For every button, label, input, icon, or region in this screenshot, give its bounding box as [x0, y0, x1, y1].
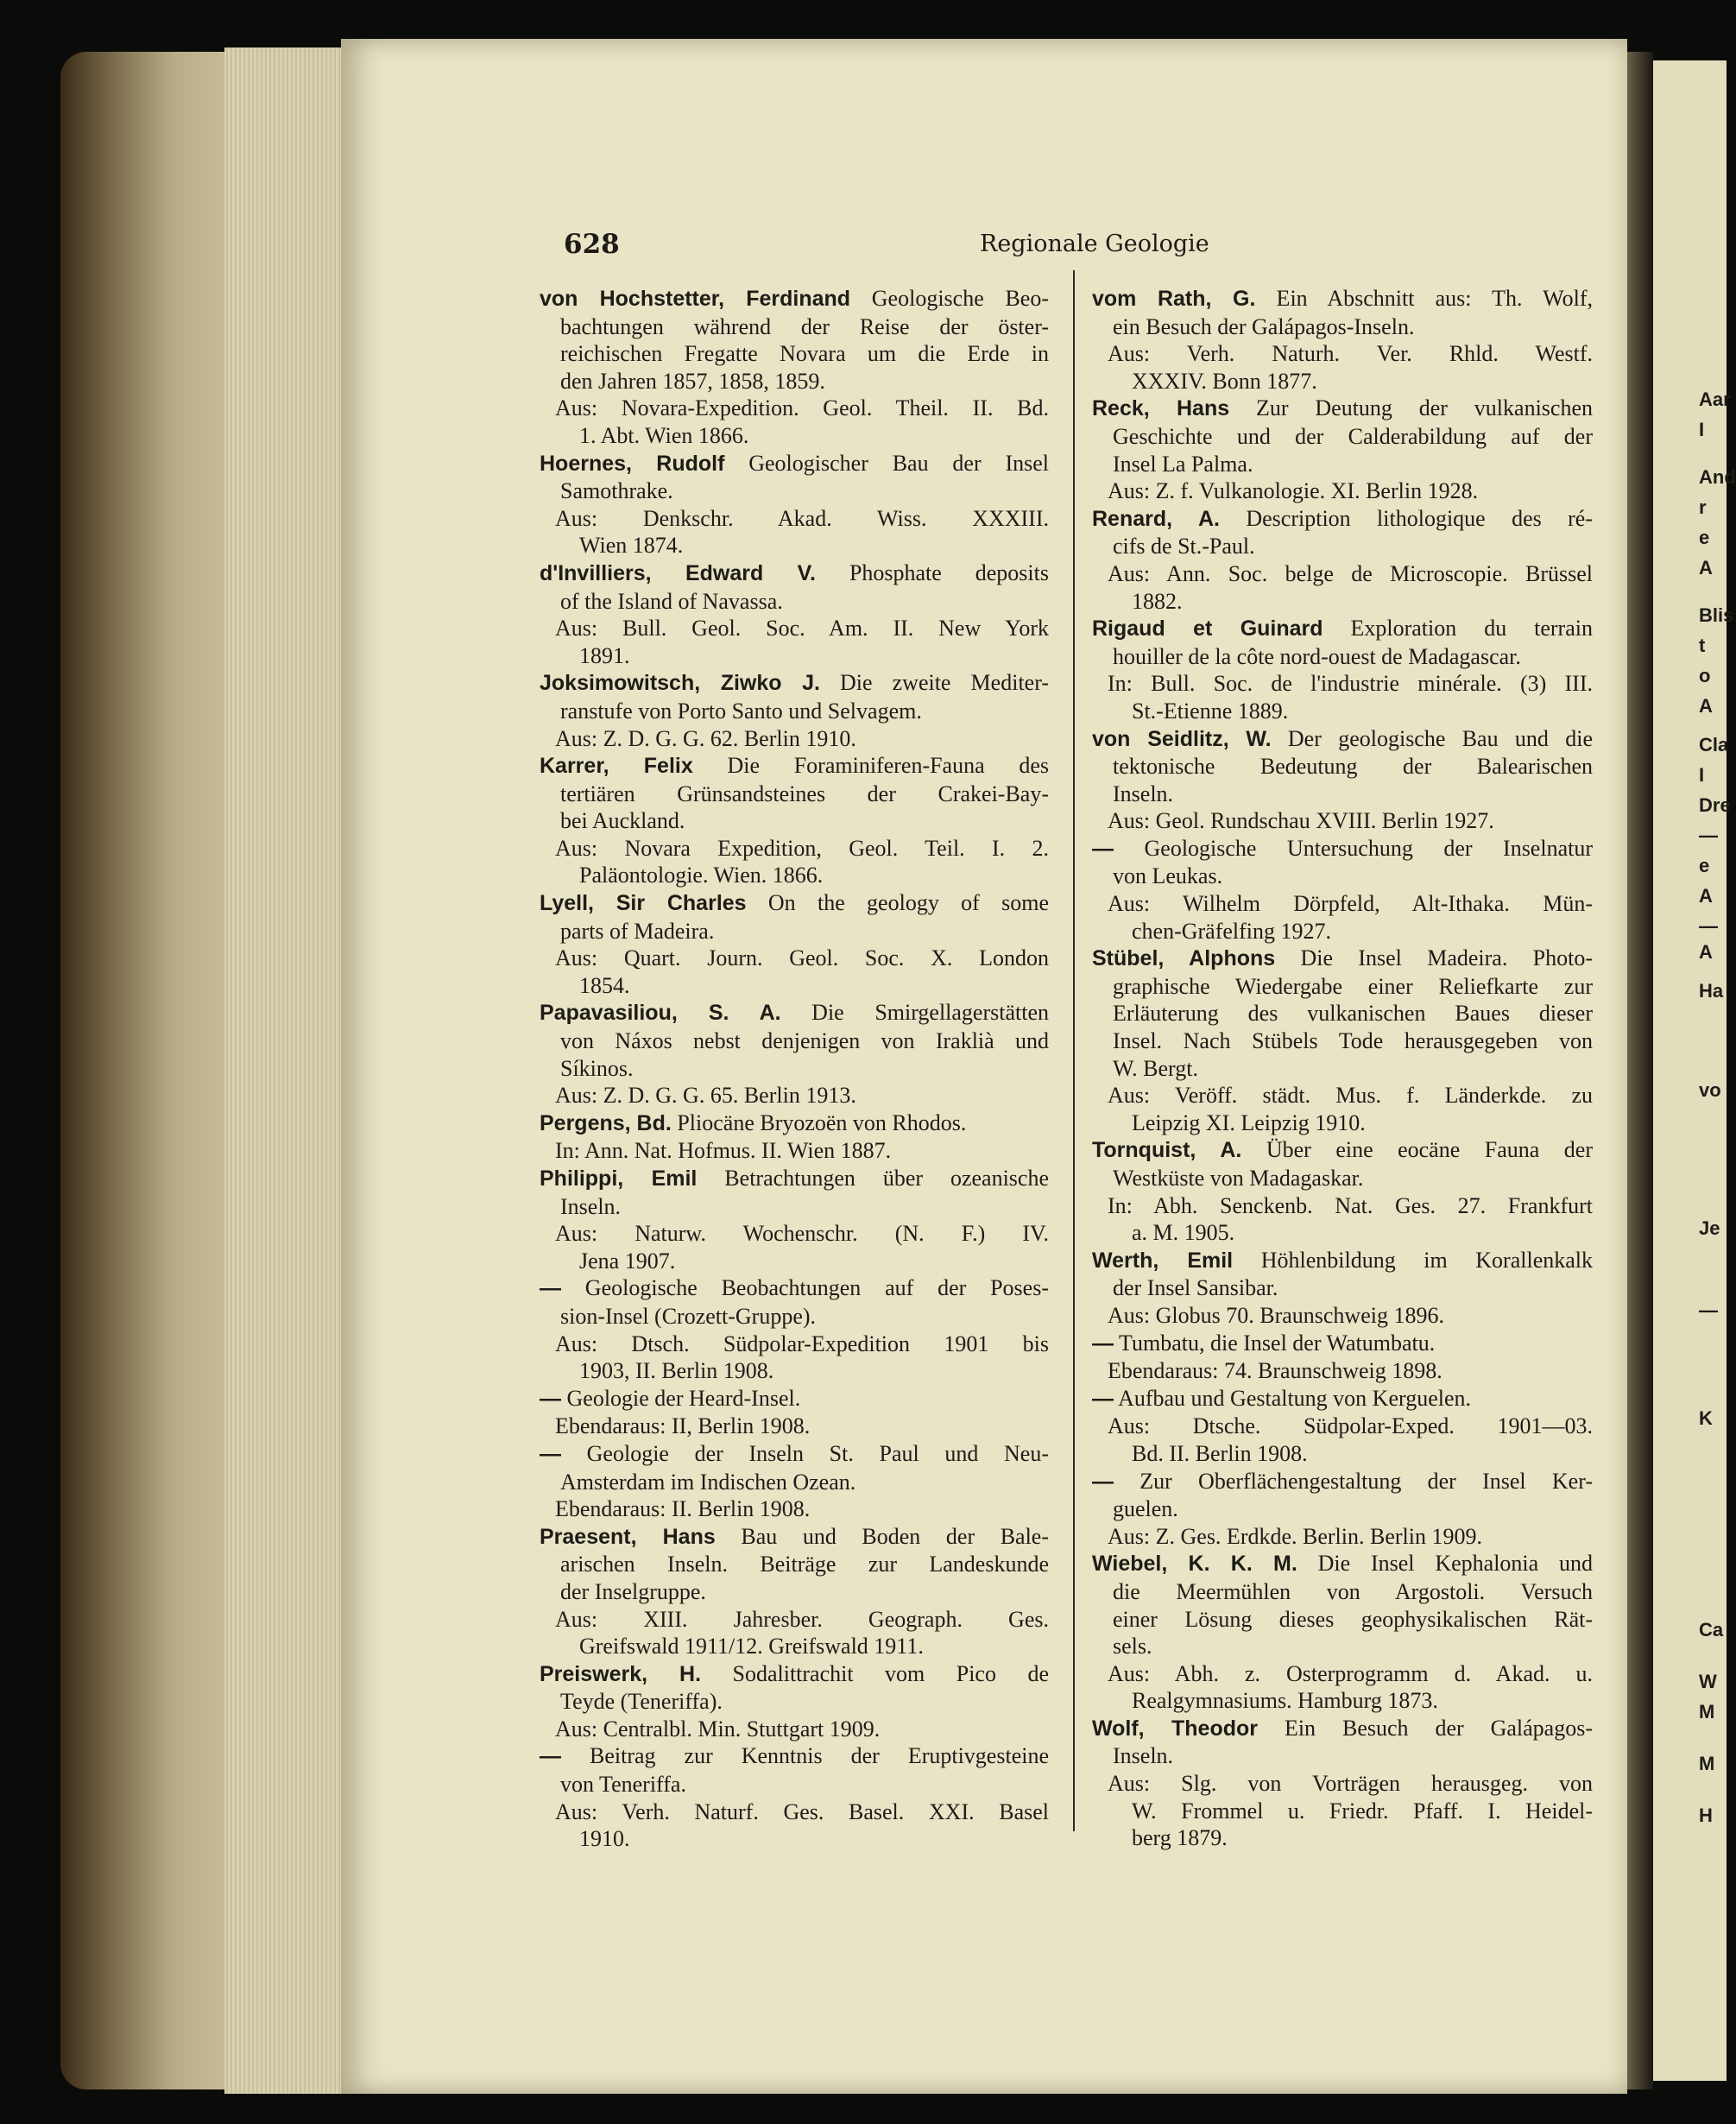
next-page-text-fragment: H [1699, 1805, 1713, 1826]
entry-line [1092, 1468, 1593, 1496]
entry-line: Teyde (Teneriffa). [560, 1689, 723, 1715]
entry-line: Aus: Dtsch. Südpolar-Expedition 1901 bis [555, 1331, 1049, 1356]
bibliography-entry [540, 1440, 1049, 1523]
entry-line: In: Bull. Soc. de l'industrie minérale. (3) III. [1108, 671, 1593, 697]
entry-line: houiller de la côte nord-ouest de Madagascar. [1113, 643, 1521, 669]
entry-author: d'Invilliers, Edward V. [540, 560, 816, 585]
entry-line: W. Frommel u. Friedr. Pfaff. I. Heidel- [1132, 1798, 1593, 1824]
bibliography-entry [1092, 1715, 1593, 1852]
bibliography-entry [540, 285, 1049, 450]
entry-line: 1891. [579, 642, 630, 668]
entry-line: Aus: Wilhelm Dörpfeld, Alt-Ithaka. Mün- [1108, 891, 1593, 917]
entry-line: von Teneriffa. [560, 1772, 686, 1798]
next-page-text-fragment: W [1699, 1671, 1717, 1692]
entry-title-start: Exploration du terrain [1323, 616, 1593, 642]
entry-author: Stübel, Alphons [1092, 946, 1276, 971]
entry-author: — [1092, 1469, 1114, 1494]
bibliography-entry [1092, 1550, 1593, 1715]
bibliography-entry [1092, 285, 1593, 395]
entry-line [1092, 1330, 1593, 1358]
entry-line: 1854. [579, 972, 630, 998]
next-page-text-fragment: t [1699, 635, 1706, 656]
entry-title-start: Tumbatu, die Insel der Watumbatu. [1114, 1330, 1436, 1356]
entry-line: Erläuterung des vulkanischen Baues dieser [1113, 1001, 1593, 1027]
page-header [341, 229, 1627, 263]
entry-line [540, 1523, 1049, 1552]
page-edges [224, 47, 345, 2094]
next-page-fragment [1653, 60, 1727, 2081]
entry-author: — [540, 1276, 561, 1301]
entry-author: Renard, A. [1092, 506, 1220, 531]
entry-author: — [1092, 1386, 1114, 1411]
entry-line: Aus: Denkschr. Akad. Wiss. XXXIII. [555, 505, 1049, 531]
entry-line [540, 889, 1049, 918]
entry-line: der Inselgruppe. [560, 1578, 706, 1604]
bibliography-entry [1092, 1468, 1593, 1551]
entry-line [540, 669, 1049, 698]
entry-line: Jena 1907. [579, 1248, 676, 1274]
entry-title-start: Sodalittrachit vom Pico de [701, 1660, 1049, 1686]
bibliography-entry [540, 559, 1049, 669]
entry-line: of the Island of Navassa. [560, 588, 783, 614]
entry-line: XXXIV. Bonn 1877. [1132, 368, 1317, 394]
entry-title-start: Zur Deutung der vulkanischen [1229, 395, 1593, 421]
next-page-text-fragment: Je [1699, 1217, 1720, 1239]
entry-author: Joksimowitsch, Ziwko J. [540, 671, 820, 696]
bibliography-entry [540, 669, 1049, 752]
entry-author: Karrer, Felix [540, 754, 693, 779]
next-page-text-fragment: A [1699, 941, 1713, 963]
entry-title-start: Die Foraminiferen-Fauna des [692, 753, 1050, 779]
entry-line [1092, 835, 1593, 863]
entry-author: Wiebel, K. K. M. [1092, 1552, 1297, 1577]
entry-title-start: Betrachtungen über ozeanische [697, 1166, 1049, 1191]
entry-line: einer Lösung dieses geophysikalischen Rät- [1113, 1606, 1593, 1632]
entry-line [540, 1742, 1049, 1771]
bibliography-entry [1092, 1385, 1593, 1468]
entry-title-start: Geologische Beobachtungen auf der Poses- [561, 1275, 1049, 1301]
next-page-text-fragment: e [1699, 855, 1710, 876]
entry-line: parts of Madeira. [560, 918, 715, 944]
entry-line [1092, 1385, 1593, 1413]
entry-author: von Hochstetter, Ferdinand [540, 287, 851, 311]
entry-author: — [540, 1744, 561, 1769]
entry-line [540, 559, 1049, 588]
entry-line: Inseln. [1113, 781, 1174, 806]
entry-line: cifs de St.-Paul. [1113, 534, 1255, 559]
entry-line: Leipzig XI. Leipzig 1910. [1132, 1109, 1366, 1135]
bibliography-entry [1092, 505, 1593, 615]
entry-line: ranstufe von Porto Santo und Selvagem. [560, 698, 922, 724]
bibliography-entry [1092, 945, 1593, 1136]
entry-line: von Leukas. [1113, 863, 1223, 889]
entry-line: Aus: Novara Expedition, Geol. Teil. I. 2. [555, 835, 1049, 861]
bibliography-entry [540, 1742, 1049, 1852]
bibliography-entry [540, 1385, 1049, 1440]
left-column [540, 285, 1049, 1853]
entry-line: bachtungen während der Reise der öster- [560, 313, 1049, 339]
entry-author: — [540, 1386, 561, 1411]
bibliography-entry [1092, 1247, 1593, 1330]
entry-title-start: Beitrag zur Kenntnis der Eruptivgesteine [561, 1743, 1049, 1769]
entry-author: Pergens, Bd. [540, 1110, 672, 1135]
next-page-text-fragment: e [1699, 527, 1710, 548]
entry-author: Reck, Hans [1092, 396, 1230, 421]
entry-title-start: Die Insel Kephalonia und [1297, 1551, 1593, 1577]
entry-line [540, 1165, 1049, 1193]
entry-title-start: Geologischer Bau der Insel [724, 450, 1049, 476]
entry-line: Aus: Z. Ges. Erdkde. Berlin. Berlin 1909. [1108, 1523, 1482, 1549]
entry-line: In: Abh. Senckenb. Nat. Ges. 27. Frankfurt [1108, 1192, 1593, 1218]
entry-line: arischen Inseln. Beiträge zur Landeskunde [560, 1552, 1049, 1577]
entry-line [540, 1109, 1049, 1138]
entry-line [540, 752, 1049, 781]
entry-line: Aus: Z. D. G. G. 62. Berlin 1910. [555, 725, 856, 751]
entry-title-start: Ein Besuch der Galápagos- [1258, 1715, 1593, 1741]
entry-line: Aus: Bull. Geol. Soc. Am. II. New York [555, 616, 1049, 642]
entry-title-start: Der geologische Bau und die [1271, 725, 1593, 751]
book-gutter [1627, 52, 1653, 2089]
entry-line: 1. Abt. Wien 1866. [579, 422, 749, 448]
entry-title-start: Die Insel Madeira. Photo- [1275, 945, 1594, 971]
entry-author: Wolf, Theodor [1092, 1716, 1259, 1741]
entry-line [1092, 1715, 1593, 1743]
bibliography-entry [540, 999, 1049, 1109]
entry-line: sion-Insel (Crozett-Gruppe). [560, 1303, 817, 1329]
bibliography-entry [1092, 395, 1593, 504]
entry-line [1092, 1247, 1593, 1275]
bibliography-entry [540, 1523, 1049, 1660]
entry-line: Samothrake. [560, 478, 673, 504]
entry-title-start: Pliocäne Bryozoën von Rhodos. [671, 1109, 967, 1135]
entry-line: Inseln. [560, 1193, 622, 1219]
next-page-text-fragment: vo [1699, 1079, 1721, 1101]
entry-line: Aus: Naturw. Wochenschr. (N. F.) IV. [555, 1221, 1049, 1247]
next-page-text-fragment: A [1699, 695, 1713, 717]
entry-line: den Jahren 1857, 1858, 1859. [560, 368, 825, 394]
entry-author: Werth, Emil [1092, 1248, 1234, 1273]
entry-title-start: Phosphate deposits [816, 559, 1049, 585]
entry-line: Aus: Verh. Naturf. Ges. Basel. XXI. Basel [555, 1798, 1049, 1824]
entry-line: Amsterdam im Indischen Ozean. [560, 1469, 856, 1495]
entry-line: ein Besuch der Galápagos-Inseln. [1113, 313, 1415, 339]
entry-line: Insel La Palma. [1113, 451, 1253, 477]
next-page-text-fragment: — [1699, 825, 1718, 846]
entry-line: die Meermühlen von Argostoli. Versuch [1113, 1578, 1593, 1604]
entry-line: Aus: Centralbl. Min. Stuttgart 1909. [555, 1716, 881, 1742]
next-page-text-fragment: I [1699, 419, 1705, 440]
entry-line [540, 1440, 1049, 1469]
bibliography-entry [1092, 1136, 1593, 1246]
entry-line: Aus: Ann. Soc. belge de Microscopie. Brüssel [1108, 560, 1593, 586]
entry-title-start: Höhlenbildung im Korallenkalk [1233, 1247, 1593, 1273]
entry-title-start: Die Smirgellagerstätten [780, 1000, 1050, 1026]
next-page-text-fragment: Ca [1699, 1619, 1724, 1640]
entry-line: Bd. II. Berlin 1908. [1132, 1440, 1308, 1466]
entry-line: W. Bergt. [1113, 1055, 1198, 1081]
entry-line: Aus: Geol. Rundschau XVIII. Berlin 1927. [1108, 808, 1494, 834]
entry-line [540, 450, 1049, 478]
next-page-text-fragment: — [1699, 915, 1718, 937]
entry-author: — [540, 1441, 561, 1466]
entry-line: Aus: Slg. von Vorträgen herausgeg. von [1108, 1771, 1593, 1797]
entry-line [1092, 615, 1593, 643]
entry-line: Aus: Veröff. städt. Mus. f. Länderkde. zu [1108, 1083, 1593, 1109]
entry-line: der Insel Sansibar. [1113, 1275, 1278, 1301]
entry-title-start: Geologische Untersuchung der Inselnatur [1114, 835, 1593, 861]
entry-line: In: Ann. Nat. Hofmus. II. Wien 1887. [555, 1138, 892, 1164]
bibliography-entry [1092, 615, 1593, 724]
entry-author: Rigaud et Guinard [1092, 616, 1323, 642]
entry-line [1092, 505, 1593, 534]
entry-line [540, 1385, 1049, 1413]
entry-line: chen-Gräfelfing 1927. [1132, 918, 1332, 944]
book-page [341, 39, 1627, 2094]
entry-title-start: Die zweite Mediter- [819, 670, 1050, 696]
entry-line: a. M. 1905. [1132, 1220, 1235, 1246]
entry-line: berg 1879. [1132, 1825, 1228, 1851]
next-page-text-fragment: Dre [1699, 794, 1731, 816]
entry-line: graphische Wiedergabe einer Reliefkarte zur [1113, 973, 1593, 999]
entry-author: von Seidlitz, W. [1092, 726, 1272, 751]
entry-line: tektonische Bedeutung der Balearischen [1113, 754, 1593, 780]
entry-line [1092, 725, 1593, 754]
entry-line: Aus: Quart. Journ. Geol. Soc. X. London [555, 945, 1049, 971]
entry-line [1092, 945, 1593, 973]
entry-author: — [1092, 836, 1114, 861]
entry-line: Insel. Nach Stübels Tode herausgegeben von [1113, 1028, 1593, 1054]
entry-line: Inseln. [1113, 1743, 1174, 1769]
entry-line [540, 1660, 1049, 1689]
entry-line: bei Auckland. [560, 808, 685, 834]
entry-line: Aus: Abh. z. Osterprogramm d. Akad. u. [1108, 1660, 1593, 1686]
bibliography-entry [540, 1274, 1049, 1384]
bibliography-entry [1092, 725, 1593, 835]
entry-line: Aus: Z. f. Vulkanologie. XI. Berlin 1928. [1108, 478, 1479, 504]
entry-line: Ebendaraus: 74. Braunschweig 1898. [1108, 1358, 1442, 1384]
next-page-text-fragment: A [1699, 557, 1713, 578]
entry-line: von Náxos nebst denjenigen von Iraklià und [560, 1028, 1049, 1054]
entry-title-start: Zur Oberflächengestaltung der Insel Ker- [1114, 1468, 1593, 1494]
entry-author: vom Rath, G. [1092, 287, 1256, 311]
entry-line: guelen. [1113, 1496, 1178, 1522]
entry-title-start: Description lithologique des ré- [1219, 505, 1593, 531]
entry-line: Geschichte und der Calderabildung auf der [1113, 423, 1593, 449]
next-page-text-fragment: o [1699, 665, 1711, 686]
entry-title-start: Bau und Boden der Bale- [715, 1523, 1050, 1549]
entry-title-start: Geologie der Inseln St. Paul und Neu- [561, 1440, 1049, 1466]
next-page-text-fragment: A [1699, 885, 1713, 907]
entry-title-start: Über eine eocäne Fauna der [1241, 1137, 1593, 1163]
next-page-text-fragment: Aar [1699, 389, 1731, 410]
entry-line: Aus: Globus 70. Braunschweig 1896. [1108, 1302, 1444, 1328]
entry-line [540, 1274, 1049, 1303]
entry-line: Aus: XIII. Jahresber. Geograph. Ges. [555, 1606, 1049, 1632]
entry-line: Westküste von Madagaskar. [1113, 1166, 1364, 1191]
next-page-text-fragment: M [1699, 1701, 1715, 1723]
right-column [1092, 285, 1593, 1852]
running-title: Regionale Geologie [980, 231, 1209, 257]
next-page-text-fragment: — [1699, 1299, 1718, 1321]
column-divider [1073, 270, 1075, 1831]
entry-title-start: On the geology of some [746, 890, 1049, 916]
page-number: 628 [564, 229, 620, 260]
entry-author: Lyell, Sir Charles [540, 891, 747, 916]
next-page-text-fragment: Ha [1699, 980, 1724, 1002]
entry-author: Preiswerk, H. [540, 1661, 702, 1686]
entry-title-start: Aufbau und Gestaltung von Kerguelen. [1114, 1385, 1471, 1411]
bibliography-entry [540, 752, 1049, 889]
entry-line: Síkinos. [560, 1055, 634, 1081]
entry-author: Philippi, Emil [540, 1166, 698, 1191]
entry-line: reichischen Fregatte Novara um die Erde in [560, 341, 1049, 367]
entry-line: Ebendaraus: II. Berlin 1908. [555, 1496, 811, 1522]
entry-title-start: Geologische Beo- [850, 286, 1049, 311]
bibliography-entry [540, 1109, 1049, 1165]
bibliography-entry [1092, 1330, 1593, 1385]
entry-line: Paläontologie. Wien. 1866. [579, 863, 824, 888]
entry-line: St.-Etienne 1889. [1132, 698, 1289, 724]
bibliography-entry [540, 1660, 1049, 1743]
next-page-text-fragment: And [1699, 466, 1736, 488]
next-page-text-fragment: M [1699, 1753, 1715, 1774]
next-page-text-fragment: Blis [1699, 604, 1734, 626]
next-page-text-fragment: I [1699, 764, 1705, 786]
entry-line: Aus: Z. D. G. G. 65. Berlin 1913. [555, 1083, 856, 1109]
entry-line: sels. [1113, 1634, 1152, 1659]
next-page-text-fragment: K [1699, 1407, 1713, 1429]
bibliography-entry [540, 1165, 1049, 1274]
entry-author: Papavasiliou, S. A. [540, 1001, 781, 1026]
bibliography-entry [1092, 835, 1593, 945]
entry-line [1092, 395, 1593, 423]
entry-line: Wien 1874. [579, 533, 684, 559]
bibliography-entry [540, 450, 1049, 559]
next-page-text-fragment: Cla [1699, 734, 1729, 755]
entry-author: — [1092, 1331, 1114, 1356]
entry-line [540, 999, 1049, 1027]
entry-line: Aus: Dtsche. Südpolar-Exped. 1901—03. [1108, 1413, 1593, 1439]
entry-line: tertiären Grünsandsteines der Crakei-Bay- [560, 781, 1049, 806]
entry-line: 1903, II. Berlin 1908. [579, 1358, 774, 1384]
entry-line [1092, 1136, 1593, 1165]
entry-line [1092, 285, 1593, 313]
entry-line: Aus: Verh. Naturh. Ver. Rhld. Westf. [1108, 341, 1593, 367]
entry-line: Ebendaraus: II, Berlin 1908. [555, 1413, 811, 1439]
entry-author: Tornquist, A. [1092, 1138, 1242, 1163]
entry-author: Hoernes, Rudolf [540, 451, 725, 476]
entry-line: Aus: Novara-Expedition. Geol. Theil. II. Bd. [555, 395, 1049, 421]
entry-line: 1910. [579, 1826, 630, 1852]
entry-title-start: Geologie der Heard-Insel. [561, 1385, 801, 1411]
bibliography-entry [540, 889, 1049, 999]
entry-line: Realgymnasiums. Hamburg 1873. [1132, 1688, 1438, 1714]
entry-line [1092, 1550, 1593, 1578]
entry-author: Praesent, Hans [540, 1524, 716, 1549]
entry-line [540, 285, 1049, 313]
entry-line: 1882. [1132, 588, 1183, 614]
entry-line: Greifswald 1911/12. Greifswald 1911. [579, 1634, 924, 1659]
next-page-text-fragment: r [1699, 496, 1707, 518]
entry-title-start: Ein Abschnitt aus: Th. Wolf, [1255, 286, 1593, 311]
